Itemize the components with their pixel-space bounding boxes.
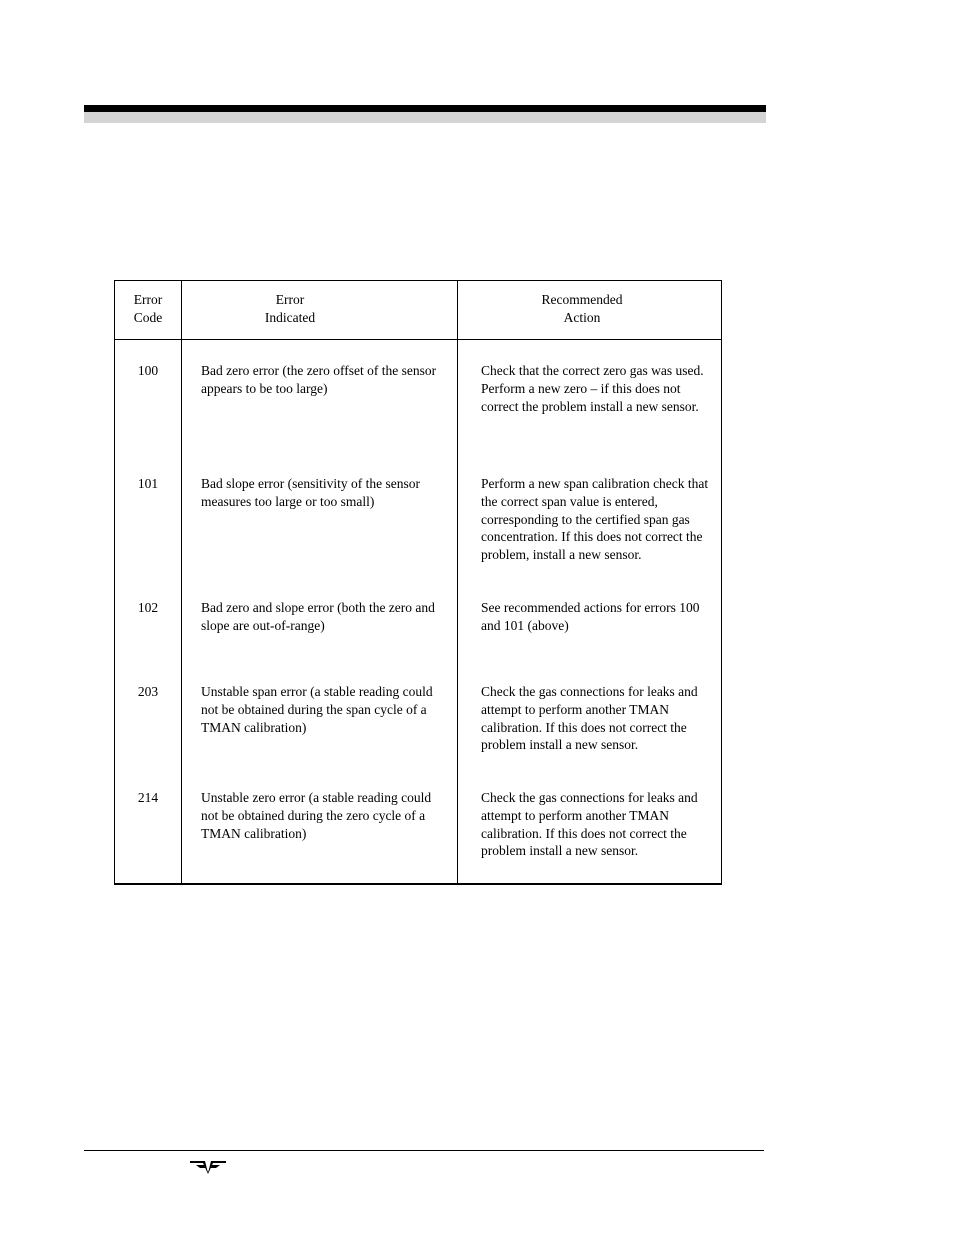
error-indicated-cell: Unstable zero error (a stable reading could not be obtained during the zero cycle of a TMAN calibration) [201,790,432,841]
error-indicated-cell: Unstable span error (a stable reading could not be obtained during the span cycle of a TMAN calibration) [201,684,433,735]
header-error-code: Error Code [133,292,163,325]
recommended-action-cell: Check the gas connections for leaks and attempt to perform another TMAN calibration. If this does not correct the problem install a new sensor. [481,684,698,753]
recommended-action-cell: Check that the correct zero gas was used. Perform a new zero – if this does not correct the problem install a new sensor. [481,363,704,414]
column-divider [457,281,458,883]
header-error-indicated: Error Indicated [264,292,316,325]
footer-rule [84,1150,764,1151]
error-code-cell: 100 [137,363,159,378]
error-indicated-cell: Bad slope error (sensitivity of the sensor measures too large or too small) [201,476,420,509]
error-code-cell: 203 [137,684,159,699]
header-rule-bar [84,105,766,112]
recommended-action-cell: Perform a new span calibration check that the correct span value is entered, corresponding to the certified span gas concentration. If this does not correct the problem, install a new sensor. [481,476,709,563]
error-indicated-cell: Bad zero and slope error (both the zero and slope are out-of-range) [201,600,435,633]
header-shade-bar [84,112,766,123]
error-code-cell: 101 [137,476,159,491]
header-recommended-action: Recommended Action [541,292,623,325]
error-codes-table [114,280,722,885]
recommended-action-cell: Check the gas connections for leaks and attempt to perform another TMAN calibration. If this does not correct the problem install a new sensor. [481,790,698,859]
header-row-rule [115,339,721,340]
error-code-cell: 102 [137,600,159,615]
error-code-cell: 214 [137,790,159,805]
teledyne-logo-icon [190,1160,226,1174]
recommended-action-cell: See recommended actions for errors 100 and 101 (above) [481,600,700,633]
error-indicated-cell: Bad zero error (the zero offset of the sensor appears to be too large) [201,363,437,396]
column-divider [181,281,182,883]
